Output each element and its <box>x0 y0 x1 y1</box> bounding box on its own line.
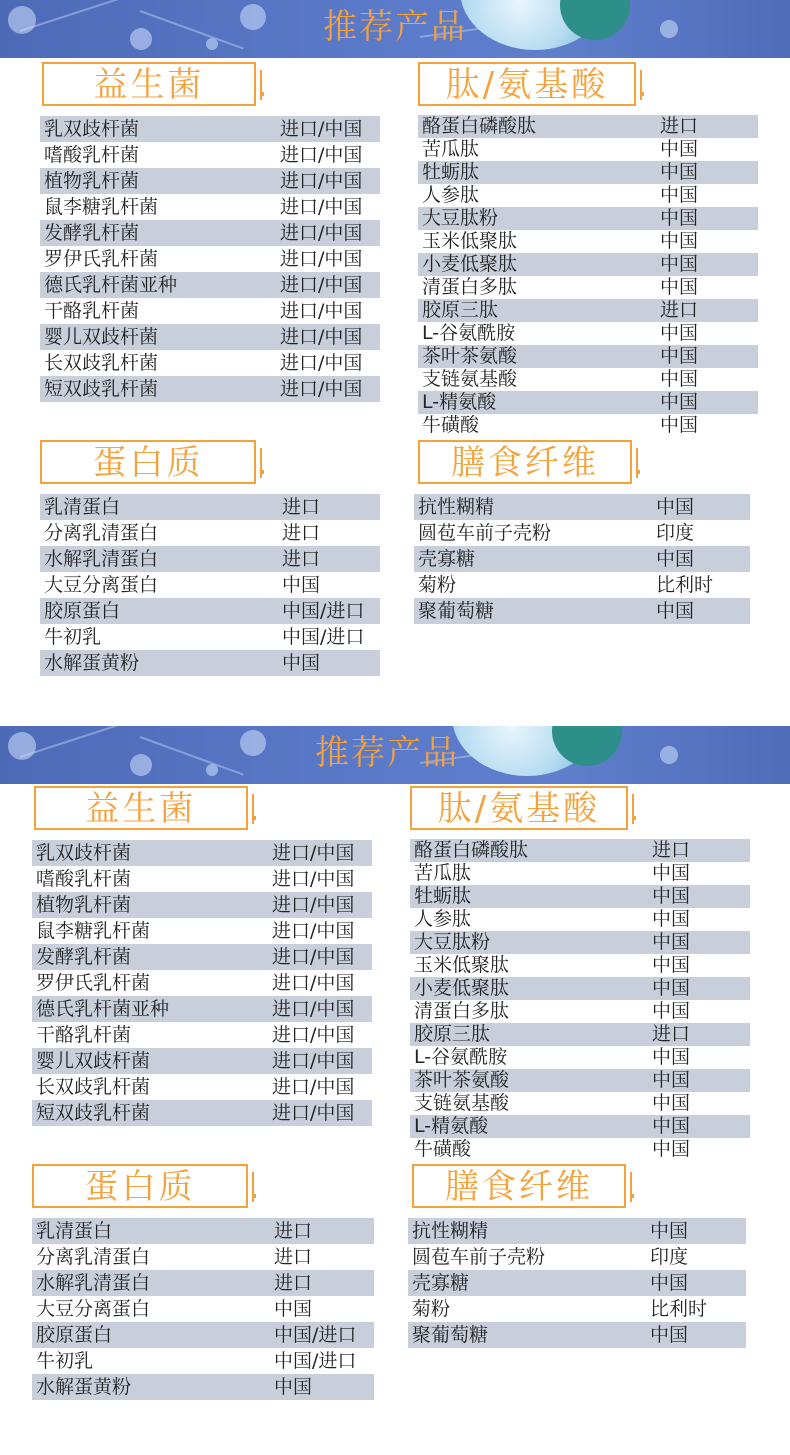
table-row <box>410 931 750 954</box>
product-origin: 进口/中国 <box>280 220 380 246</box>
table-row <box>40 520 380 546</box>
product-name: 玉米低聚肽 <box>418 230 660 253</box>
table-row <box>32 1270 374 1296</box>
table-row <box>410 885 750 908</box>
probiotics-table <box>40 116 380 402</box>
protein-header <box>40 440 256 484</box>
product-name: 清蛋白多肽 <box>410 1000 652 1023</box>
product-name: 牛初乳 <box>32 1348 274 1374</box>
table-row <box>32 996 372 1022</box>
table-row <box>418 138 758 161</box>
header-fold <box>252 816 256 820</box>
table-row <box>418 368 758 391</box>
table-row <box>410 839 750 862</box>
product-origin: 中国 <box>656 546 750 572</box>
product-name: 聚葡萄糖 <box>408 1322 650 1348</box>
fiber-table <box>414 494 750 624</box>
product-name: 发酵乳杆菌 <box>40 220 280 246</box>
product-name: 乳双歧杆菌 <box>40 116 280 142</box>
product-origin: 中国/进口 <box>282 624 380 650</box>
product-name: 婴儿双歧杆菌 <box>40 324 280 350</box>
product-name: 水解乳清蛋白 <box>40 546 282 572</box>
product-name: 罗伊氏乳杆菌 <box>32 970 272 996</box>
product-origin: 进口/中国 <box>280 376 380 402</box>
product-origin: 中国 <box>660 253 758 276</box>
table-row <box>32 1244 374 1270</box>
product-name: 苦瓜肽 <box>418 138 660 161</box>
product-origin: 中国 <box>652 1115 750 1138</box>
product-name: 婴儿双歧杆菌 <box>32 1048 272 1074</box>
product-origin: 进口/中国 <box>280 324 380 350</box>
product-name: 植物乳杆菌 <box>40 168 280 194</box>
product-origin: 进口 <box>660 115 758 138</box>
product-name: 干酪乳杆菌 <box>32 1022 272 1048</box>
table-row <box>40 598 380 624</box>
product-origin: 中国 <box>660 230 758 253</box>
product-name: 菊粉 <box>414 572 656 598</box>
section-title: 膳食纤维 <box>445 1167 593 1207</box>
header-fold <box>252 1194 256 1198</box>
product-name: 德氏乳杆菌亚种 <box>32 996 272 1022</box>
product-name: 德氏乳杆菌亚种 <box>40 272 280 298</box>
product-name: 人参肽 <box>410 908 652 931</box>
product-name: 水解蛋黄粉 <box>32 1374 274 1400</box>
table-row <box>418 276 758 299</box>
table-row <box>32 1074 372 1100</box>
product-name: 鼠李糖乳杆菌 <box>40 194 280 220</box>
table-row <box>410 1000 750 1023</box>
product-origin: 进口/中国 <box>272 1048 372 1074</box>
product-name: 长双歧乳杆菌 <box>32 1074 272 1100</box>
product-origin: 进口/中国 <box>272 1022 372 1048</box>
product-origin: 中国 <box>660 207 758 230</box>
header-fold <box>260 470 264 474</box>
product-origin: 进口/中国 <box>272 970 372 996</box>
table-row <box>40 168 380 194</box>
table-row <box>410 1092 750 1115</box>
product-name: L-谷氨酰胺 <box>410 1046 652 1069</box>
product-origin: 进口 <box>274 1270 374 1296</box>
table-row <box>32 1296 374 1322</box>
product-name: 小麦低聚肽 <box>410 977 652 1000</box>
header-fold <box>636 470 640 474</box>
table-row <box>32 1374 374 1400</box>
product-origin: 中国/进口 <box>274 1322 374 1348</box>
table-row <box>408 1270 746 1296</box>
product-origin: 进口/中国 <box>280 142 380 168</box>
table-row <box>32 892 372 918</box>
product-origin: 中国 <box>652 1069 750 1092</box>
table-row <box>414 598 750 624</box>
table-row <box>410 1115 750 1138</box>
product-origin: 进口/中国 <box>280 246 380 272</box>
product-name: 玉米低聚肽 <box>410 954 652 977</box>
header-fold <box>260 92 264 96</box>
table-row <box>410 862 750 885</box>
table-row <box>40 324 380 350</box>
product-origin: 中国 <box>652 862 750 885</box>
product-origin: 比利时 <box>650 1296 746 1322</box>
product-origin: 中国 <box>652 1046 750 1069</box>
product-name: 圆苞车前子壳粉 <box>408 1244 650 1270</box>
product-name: 胶原三肽 <box>410 1023 652 1046</box>
section-title: 蛋白质 <box>92 443 204 483</box>
product-origin: 中国 <box>652 931 750 954</box>
table-row <box>32 918 372 944</box>
banner <box>0 726 790 784</box>
section-title: 益生菌 <box>93 65 205 105</box>
product-name: 大豆肽粉 <box>410 931 652 954</box>
table-row <box>408 1218 746 1244</box>
product-name: 支链氨基酸 <box>418 368 660 391</box>
probiotics-header <box>34 786 248 830</box>
product-name: 牛磺酸 <box>410 1138 652 1161</box>
table-row <box>418 207 758 230</box>
header-fold <box>640 92 644 96</box>
product-origin: 进口/中国 <box>280 168 380 194</box>
table-row <box>410 954 750 977</box>
peptides-table <box>410 839 750 1161</box>
section-title: 益生菌 <box>85 789 197 829</box>
product-name: 胶原蛋白 <box>32 1322 274 1348</box>
product-origin: 中国 <box>652 954 750 977</box>
product-origin: 中国 <box>274 1374 374 1400</box>
table-row <box>418 322 758 345</box>
table-row <box>32 866 372 892</box>
product-name: L-精氨酸 <box>410 1115 652 1138</box>
product-origin: 进口 <box>652 839 750 862</box>
product-name: 分离乳清蛋白 <box>32 1244 274 1270</box>
table-row <box>418 414 758 437</box>
product-origin: 印度 <box>650 1244 746 1270</box>
table-row <box>418 345 758 368</box>
table-row <box>418 391 758 414</box>
product-name: 抗性糊精 <box>414 494 656 520</box>
product-origin: 中国 <box>650 1322 746 1348</box>
product-name: 乳清蛋白 <box>32 1218 274 1244</box>
product-origin: 印度 <box>656 520 750 546</box>
table-row <box>40 350 380 376</box>
product-name: 水解蛋黄粉 <box>40 650 282 676</box>
product-origin: 进口/中国 <box>280 298 380 324</box>
product-origin: 中国 <box>650 1218 746 1244</box>
product-name: 短双歧乳杆菌 <box>32 1100 272 1126</box>
peptides-header <box>418 62 636 106</box>
product-origin: 进口 <box>652 1023 750 1046</box>
protein-table <box>32 1218 374 1400</box>
table-row <box>410 1138 750 1161</box>
product-name: 水解乳清蛋白 <box>32 1270 274 1296</box>
table-row <box>32 944 372 970</box>
product-name: 罗伊氏乳杆菌 <box>40 246 280 272</box>
product-origin: 中国 <box>656 598 750 624</box>
probiotics-table <box>32 840 372 1126</box>
product-origin: 进口/中国 <box>272 918 372 944</box>
product-origin: 中国/进口 <box>282 598 380 624</box>
product-origin: 进口 <box>282 494 380 520</box>
product-origin: 进口/中国 <box>272 1100 372 1126</box>
product-name: 壳寡糖 <box>408 1270 650 1296</box>
product-name: 清蛋白多肽 <box>418 276 660 299</box>
product-origin: 中国 <box>660 414 758 437</box>
product-name: 分离乳清蛋白 <box>40 520 282 546</box>
section-title: 蛋白质 <box>84 1167 196 1207</box>
product-origin: 进口 <box>660 299 758 322</box>
product-name: 聚葡萄糖 <box>414 598 656 624</box>
product-origin: 进口/中国 <box>272 840 372 866</box>
product-name: 发酵乳杆菌 <box>32 944 272 970</box>
product-origin: 进口/中国 <box>280 272 380 298</box>
table-row <box>408 1322 746 1348</box>
table-row <box>410 1046 750 1069</box>
header-fold <box>632 816 636 820</box>
product-origin: 进口/中国 <box>272 996 372 1022</box>
product-origin: 中国 <box>660 322 758 345</box>
table-row <box>418 253 758 276</box>
product-name: 小麦低聚肽 <box>418 253 660 276</box>
product-origin: 进口 <box>274 1244 374 1270</box>
product-name: 酪蛋白磷酸肽 <box>410 839 652 862</box>
product-name: 酪蛋白磷酸肽 <box>418 115 660 138</box>
section-title: 肽/氨基酸 <box>437 789 601 829</box>
table-row <box>418 184 758 207</box>
peptides-header <box>410 786 628 830</box>
section-title: 膳食纤维 <box>451 443 599 483</box>
fiber-header <box>418 440 632 484</box>
product-name: 牡蛎肽 <box>410 885 652 908</box>
table-row <box>414 520 750 546</box>
table-row <box>32 840 372 866</box>
product-name: 牛初乳 <box>40 624 282 650</box>
product-origin: 进口 <box>282 546 380 572</box>
product-name: 植物乳杆菌 <box>32 892 272 918</box>
table-row <box>32 1348 374 1374</box>
product-origin: 中国 <box>660 184 758 207</box>
product-origin: 中国 <box>650 1270 746 1296</box>
product-origin: 进口 <box>282 520 380 546</box>
product-name: 茶叶茶氨酸 <box>410 1069 652 1092</box>
product-origin: 中国 <box>652 977 750 1000</box>
product-name: 支链氨基酸 <box>410 1092 652 1115</box>
product-name: 干酪乳杆菌 <box>40 298 280 324</box>
banner-title: 推荐产品 <box>323 7 467 47</box>
table-row <box>40 194 380 220</box>
table-row <box>40 376 380 402</box>
table-row <box>418 161 758 184</box>
product-name: 苦瓜肽 <box>410 862 652 885</box>
product-origin: 中国 <box>652 885 750 908</box>
protein-table <box>40 494 380 676</box>
product-name: 人参肽 <box>418 184 660 207</box>
table-row <box>32 1322 374 1348</box>
product-name: 胶原三肽 <box>418 299 660 322</box>
product-origin: 进口/中国 <box>280 350 380 376</box>
section-title: 肽/氨基酸 <box>445 65 609 105</box>
table-row <box>40 572 380 598</box>
product-name: 长双歧乳杆菌 <box>40 350 280 376</box>
table-row <box>40 298 380 324</box>
product-origin: 进口/中国 <box>272 944 372 970</box>
product-origin: 中国/进口 <box>274 1348 374 1374</box>
peptides-table <box>418 115 758 437</box>
fiber-table <box>408 1218 746 1348</box>
product-name: 鼠李糖乳杆菌 <box>32 918 272 944</box>
table-row <box>410 1069 750 1092</box>
table-row <box>40 624 380 650</box>
product-name: 牛磺酸 <box>418 414 660 437</box>
protein-header <box>32 1164 248 1208</box>
product-panel-top <box>0 0 790 700</box>
table-row <box>40 272 380 298</box>
product-origin: 中国 <box>282 650 380 676</box>
table-row <box>32 1048 372 1074</box>
product-name: 嗜酸乳杆菌 <box>32 866 272 892</box>
table-row <box>414 572 750 598</box>
product-name: 壳寡糖 <box>414 546 656 572</box>
table-row <box>414 494 750 520</box>
table-row <box>410 1023 750 1046</box>
header-fold <box>630 1194 634 1198</box>
product-name: 抗性糊精 <box>408 1218 650 1244</box>
product-origin: 进口 <box>274 1218 374 1244</box>
product-name: 嗜酸乳杆菌 <box>40 142 280 168</box>
product-origin: 中国 <box>652 908 750 931</box>
banner <box>0 0 790 58</box>
product-origin: 进口/中国 <box>280 194 380 220</box>
table-row <box>418 299 758 322</box>
product-origin: 中国 <box>660 276 758 299</box>
table-row <box>418 230 758 253</box>
table-row <box>408 1244 746 1270</box>
product-origin: 进口/中国 <box>272 892 372 918</box>
product-origin: 中国 <box>652 1092 750 1115</box>
product-name: 圆苞车前子壳粉 <box>414 520 656 546</box>
table-row <box>40 116 380 142</box>
table-row <box>418 115 758 138</box>
table-row <box>32 1218 374 1244</box>
product-origin: 中国 <box>656 494 750 520</box>
table-row <box>414 546 750 572</box>
product-origin: 中国 <box>660 391 758 414</box>
product-origin: 比利时 <box>656 572 750 598</box>
table-row <box>40 546 380 572</box>
table-row <box>408 1296 746 1322</box>
product-name: 大豆肽粉 <box>418 207 660 230</box>
product-origin: 中国 <box>652 1000 750 1023</box>
table-row <box>410 977 750 1000</box>
product-panel-bottom <box>0 726 790 1455</box>
table-row <box>32 1100 372 1126</box>
product-name: 乳双歧杆菌 <box>32 840 272 866</box>
product-name: L-谷氨酰胺 <box>418 322 660 345</box>
product-name: 大豆分离蛋白 <box>32 1296 274 1322</box>
product-origin: 中国 <box>660 345 758 368</box>
table-row <box>40 246 380 272</box>
product-name: 茶叶茶氨酸 <box>418 345 660 368</box>
table-row <box>410 908 750 931</box>
probiotics-header <box>42 62 256 106</box>
banner-title: 推荐产品 <box>315 733 459 773</box>
product-origin: 中国 <box>660 368 758 391</box>
fiber-header <box>412 1164 626 1208</box>
product-name: 大豆分离蛋白 <box>40 572 282 598</box>
product-name: 菊粉 <box>408 1296 650 1322</box>
table-row <box>40 220 380 246</box>
product-name: 胶原蛋白 <box>40 598 282 624</box>
product-origin: 中国 <box>652 1138 750 1161</box>
product-origin: 进口/中国 <box>272 866 372 892</box>
product-origin: 中国 <box>274 1296 374 1322</box>
table-row <box>32 1022 372 1048</box>
table-row <box>32 970 372 996</box>
product-origin: 进口/中国 <box>280 116 380 142</box>
product-origin: 中国 <box>660 138 758 161</box>
table-row <box>40 494 380 520</box>
table-row <box>40 142 380 168</box>
table-row <box>40 650 380 676</box>
product-name: L-精氨酸 <box>418 391 660 414</box>
product-origin: 中国 <box>282 572 380 598</box>
product-name: 短双歧乳杆菌 <box>40 376 280 402</box>
product-origin: 中国 <box>660 161 758 184</box>
product-name: 乳清蛋白 <box>40 494 282 520</box>
product-origin: 进口/中国 <box>272 1074 372 1100</box>
product-name: 牡蛎肽 <box>418 161 660 184</box>
